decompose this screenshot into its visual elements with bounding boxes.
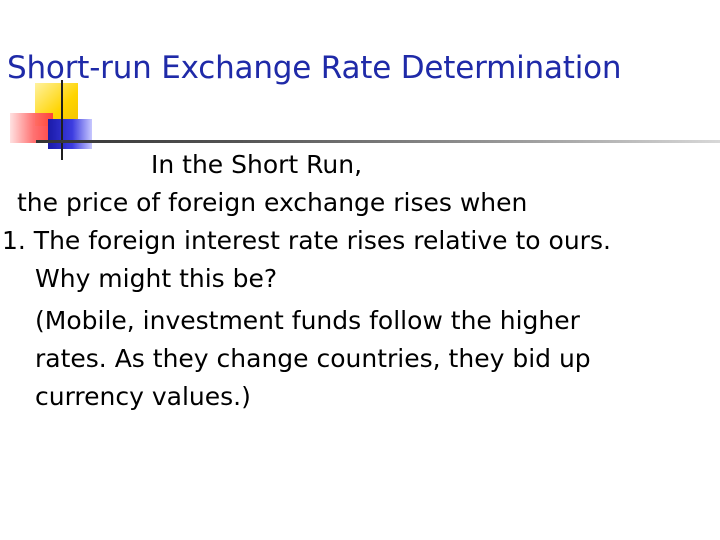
body-line: the price of foreign exchange rises when: [17, 188, 528, 217]
horizontal-rule: [36, 140, 720, 143]
red-square-shape: [10, 113, 53, 143]
body-line-heading: In the Short Run,: [151, 150, 363, 179]
numbered-point: 1. The foreign interest rate rises relative to ours.: [2, 226, 611, 255]
blue-square-shape: [48, 119, 92, 149]
body-line: currency values.): [35, 382, 251, 411]
body-line: (Mobile, investment funds follow the higher: [35, 306, 580, 335]
vertical-rule: [61, 80, 63, 160]
slide-title: Short-run Exchange Rate Determination: [7, 50, 622, 86]
body-line: rates. As they change countries, they bid up: [35, 344, 591, 373]
body-line: Why might this be?: [35, 264, 278, 293]
